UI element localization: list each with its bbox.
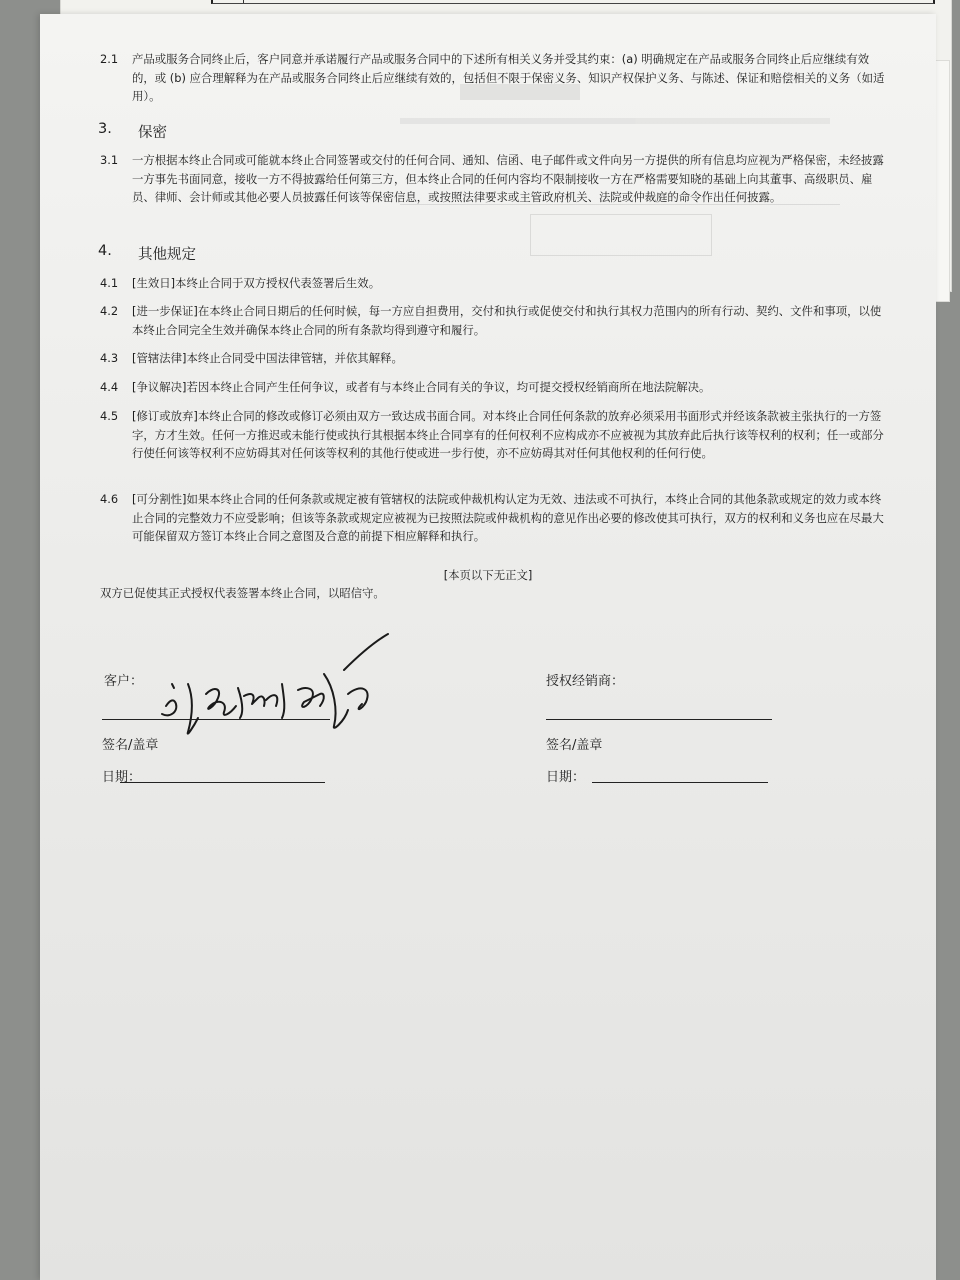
clause-2-1 — [100, 50, 890, 106]
clause-number: 2.1 — [100, 52, 119, 66]
section-number: 3. — [98, 121, 112, 137]
section-title: 其他规定 — [138, 247, 196, 263]
customer-sign-stamp-label: 签名/盖章 — [102, 738, 159, 753]
clause-text: [争议解决]若因本终止合同产生任何争议，或者有与本终止合同有关的争议，均可提交授权经销商所在地法院解决。 — [132, 380, 711, 394]
clause-text: 产品或服务合同终止后，客户同意并承诺履行产品或服务合同中的下述所有相关义务并受其约束：(a) 明确规定在产品或服务合同终止后应继续有效的，或 (b) 应合理解释为在产品或服务合同终止后应继续有效的，包括但不限于保密义务、知识产权保护义务、与陈述、保证和赔偿相关的义务（如适用）。 — [132, 52, 885, 103]
dealer-date-label: 日期： — [546, 770, 586, 785]
clause-4-1 — [100, 274, 890, 293]
dealer-signature-line — [546, 719, 772, 720]
handwritten-signature — [148, 614, 408, 744]
underlying-table-edge — [211, 0, 935, 4]
section-heading-confidentiality — [98, 121, 167, 142]
clause-number: 3.1 — [100, 153, 119, 167]
witness-line: 双方已促使其正式授权代表签署本终止合同，以昭信守。 — [100, 586, 385, 600]
clause-4-6 — [100, 490, 890, 546]
clause-4-3 — [100, 349, 890, 368]
clause-text: [修订或放弃]本终止合同的修改或修订必须由双方一致达成书面合同。对本终止合同任何条款的放弃必须采用书面形式并经该条款被主张执行的一方签字，方才生效。任何一方推迟或未能行使或执行其根据本终止合同享有的任何权利不应构成亦不应被视为其放弃此后执行该等权利的权利；任一或部分行使任何该等权利不应妨碍其对任何该等权利的其他行使或进一步行使，亦不应妨碍其对任何其他权利的任何行使。 — [132, 409, 884, 460]
clause-number: 4.5 — [100, 409, 119, 423]
customer-date-label: 日期： — [102, 770, 142, 785]
clause-text: 一方根据本终止合同或可能就本终止合同签署或交付的任何合同、通知、信函、电子邮件或文件向另一方提供的所有信息均应视为严格保密，未经披露一方事先书面同意，接收一方不得披露给任何第三方，但本终止合同的任何内容均不限制接收一方在严格需要知晓的基础上向其董事、高级职员、雇员、律师、会计师或其他必要人员披露任何该等保密信息，或按照法律要求或主管政府机关、法院或仲裁庭的命令作出任何披露。 — [132, 153, 884, 204]
section-heading-other — [98, 243, 196, 264]
dealer-sign-stamp-label: 签名/盖章 — [546, 738, 603, 753]
customer-label: 客户： — [104, 674, 144, 689]
clause-number: 4.6 — [100, 492, 119, 506]
clause-text: [管辖法律]本终止合同受中国法律管辖，并依其解释。 — [132, 351, 403, 365]
clause-4-4 — [100, 378, 890, 397]
clause-text: [生效日]本终止合同于双方授权代表签署后生效。 — [132, 276, 381, 290]
clause-number: 4.1 — [100, 276, 119, 290]
clause-number: 4.4 — [100, 380, 119, 394]
section-number: 4. — [98, 243, 112, 259]
clause-4-2 — [100, 302, 890, 339]
clause-4-5 — [100, 407, 890, 463]
page-end-note: [本页以下无正文] — [443, 568, 533, 582]
document-page — [40, 14, 936, 1280]
clause-3-1 — [100, 151, 890, 207]
clause-number: 4.2 — [100, 304, 119, 318]
customer-date-line — [120, 782, 325, 783]
clause-text: [可分割性]如果本终止合同的任何条款或规定被有管辖权的法院或仲裁机构认定为无效、违法或不可执行，本终止合同的其他条款或规定的效力或本终止合同的完整效力不应受影响；但该等条款或规定应被视为已按照法院或仲裁机构的意见作出必要的修改使其可执行，双方的权利和义务也应在尽最大可能保留双方签订本终止合同之意图及合意的前提下相应解释和执行。 — [132, 492, 884, 543]
section-title: 保密 — [138, 125, 167, 141]
dealer-date-line — [592, 782, 768, 783]
clause-number: 4.3 — [100, 351, 119, 365]
clause-text: [进一步保证]在本终止合同日期后的任何时候，每一方应自担费用，交付和执行或促使交付和执行其权力范围内的所有行动、契约、文件和事项，以使本终止合同完全生效并确保本终止合同的所有条款均得到遵守和履行。 — [132, 304, 882, 337]
dealer-label: 授权经销商： — [546, 674, 625, 689]
